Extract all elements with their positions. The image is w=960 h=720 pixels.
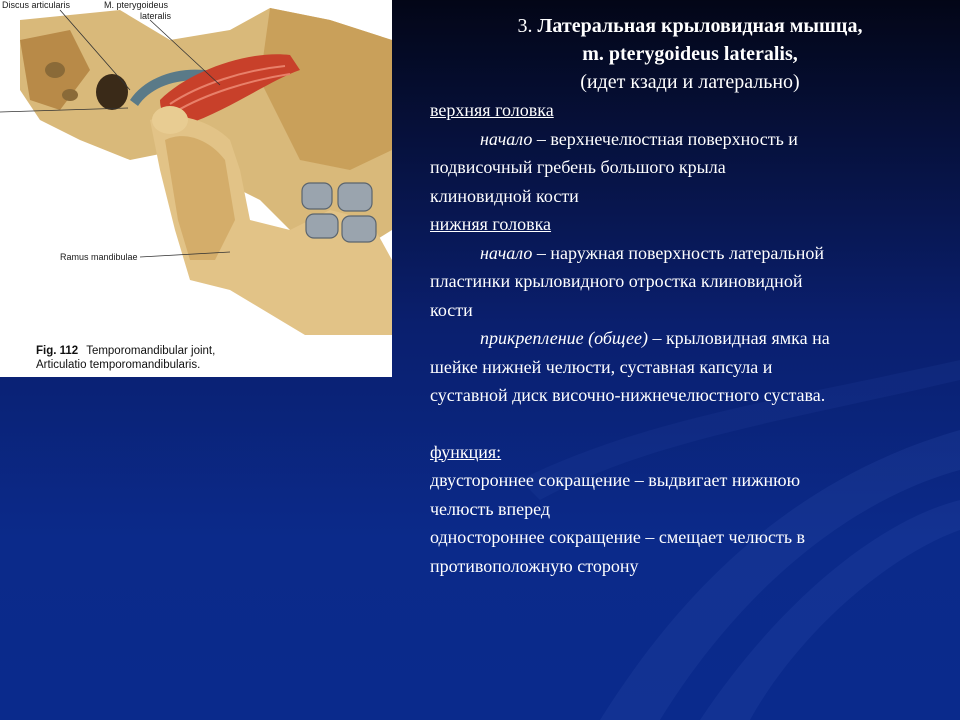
upper-origin-line-1: – верхнечелюстная поверхность и xyxy=(532,128,798,149)
temporomandibular-joint-illustration xyxy=(0,0,392,377)
upper-origin-label: начало xyxy=(480,128,533,149)
title-muscle-lat: m. pterygoideus lateralis, xyxy=(582,43,798,65)
function-unilateral-line-2: противоположную сторону xyxy=(430,555,639,576)
function-bilateral-line-2: челюсть вперед xyxy=(430,498,551,519)
function-bilateral-line-1: двустороннее сокращение – выдвигает нижнюю xyxy=(430,470,801,490)
caption-line-1: Temporomandibular joint, xyxy=(86,345,216,357)
upper-origin-line-3: клиновидной кости xyxy=(430,185,579,206)
label-m-pterygoideus: M. pterygoideus xyxy=(104,0,169,10)
label-ramus-mandibulae: Ramus mandibulae xyxy=(60,252,138,262)
insertion-label: прикрепление (общее) xyxy=(480,328,648,348)
lower-head-heading: нижняя головка xyxy=(430,214,552,234)
spacer xyxy=(430,410,950,438)
title-muscle-ru: Латеральная крыловидная мышца, xyxy=(537,15,863,37)
slide-text xyxy=(430,12,950,580)
upper-head-heading: верхняя головка xyxy=(430,100,554,120)
caption-line-2: Articulatio temporomandibularis. xyxy=(36,359,201,371)
upper-origin-line-2: подвисочный гребень большого крыла xyxy=(430,157,726,177)
insertion-line-2: шейке нижней челюсти, суставная капсула и xyxy=(430,356,773,377)
figure-number: Fig. 112 xyxy=(36,345,79,357)
function-unilateral-line-1: одностороннее сокращение – смещает челюсть в xyxy=(430,527,806,547)
lower-origin-line-3: кости xyxy=(430,299,473,320)
anatomy-figure xyxy=(0,0,392,377)
label-lateralis: lateralis xyxy=(140,11,172,21)
title-number: 3. xyxy=(517,15,533,37)
insertion-line-1: – крыловидная ямка на xyxy=(647,328,830,348)
title-direction: (идет кзади и латерально) xyxy=(580,71,800,93)
label-discus-articularis: Discus articularis xyxy=(2,0,71,10)
lower-origin-label: начало xyxy=(480,242,533,263)
lower-origin-line-1: – наружная поверхность латеральной xyxy=(532,242,824,263)
lower-origin-line-2: пластинки крыловидного отростка клиновидной xyxy=(430,271,803,291)
figure-caption xyxy=(36,344,390,372)
function-heading: функция: xyxy=(430,441,502,462)
insertion-line-3: суставной диск височно-нижнечелюстного сустава. xyxy=(430,385,826,405)
slide-title xyxy=(430,12,950,96)
